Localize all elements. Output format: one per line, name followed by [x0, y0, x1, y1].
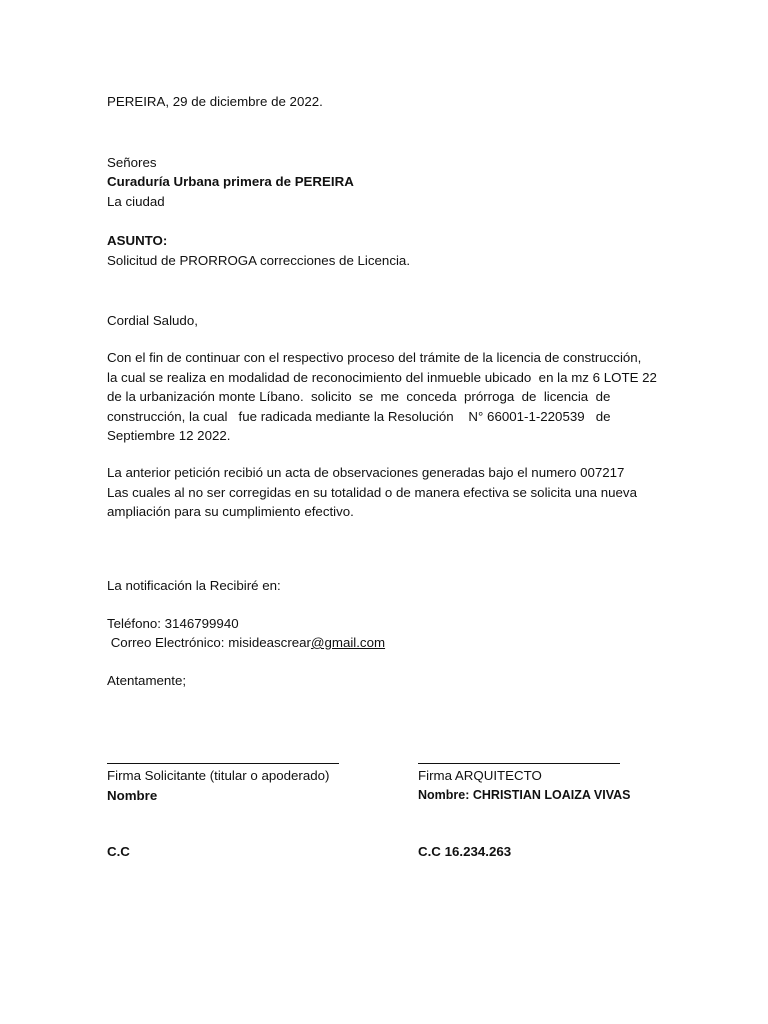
body-line: la cual se realiza en modalidad de reconocimiento del inmueble ubicado en la mz 6 LOTE 22 [107, 369, 657, 385]
signature-right-name: Nombre: CHRISTIAN LOAIZA VIVAS [418, 787, 631, 802]
body-line: de la urbanización monte Líbano. solicito se me conceda prórroga de licencia de [107, 389, 611, 404]
signature-right-title: Firma ARQUITECTO [418, 768, 542, 783]
closing: Atentamente; [107, 673, 187, 688]
signature-block-right [418, 766, 718, 805]
recipient-greeting: Señores [107, 155, 157, 170]
body-line: ampliación para su cumplimiento efectivo. [107, 504, 354, 519]
notification-intro: La notificación la Recibiré en: [107, 578, 281, 593]
signature-left-name: Nombre [107, 787, 158, 803]
signature-right-id: C.C 16.234.263 [418, 844, 512, 859]
body-line: La anterior petición recibió un acta de observaciones generadas bajo el numero 007217 [107, 465, 625, 480]
email-domain-link[interactable]: @gmail.com [310, 635, 386, 650]
notification-email [107, 633, 385, 653]
signature-line-right [418, 763, 620, 764]
signature-block-left [107, 766, 397, 805]
body-line: Las cuales al no ser corregidas en su totalidad o de manera efectiva se solicita una nueva [107, 484, 637, 500]
subject-label: ASUNTO: [107, 233, 168, 248]
body-paragraph-1 [107, 348, 667, 446]
date-line: PEREIRA, 29 de diciembre de 2022. [107, 94, 323, 109]
body-line: construcción, la cual fue radicada mediante la Resolución N° 66001-1-220539 de [107, 408, 611, 424]
signature-left-title: Firma Solicitante (titular o apoderado) [107, 768, 330, 783]
signature-left-id: C.C [107, 844, 130, 859]
subject-text: Solicitud de PRORROGA correcciones de Licencia. [107, 253, 411, 268]
recipient-city: La ciudad [107, 194, 165, 209]
body-paragraph-2 [107, 463, 667, 522]
recipient-entity: Curaduría Urbana primera de PEREIRA [107, 174, 354, 189]
notification-phone: Teléfono: 3146799940 [107, 616, 239, 631]
body-line: Con el fin de continuar con el respectivo proceso del trámite de la licencia de construcción, [107, 350, 642, 365]
email-label: Correo Electrónico: misideascrear [107, 635, 311, 650]
signature-line-left [107, 763, 339, 764]
salutation: Cordial Saludo, [107, 313, 198, 328]
body-line: Septiembre 12 2022. [107, 428, 231, 443]
